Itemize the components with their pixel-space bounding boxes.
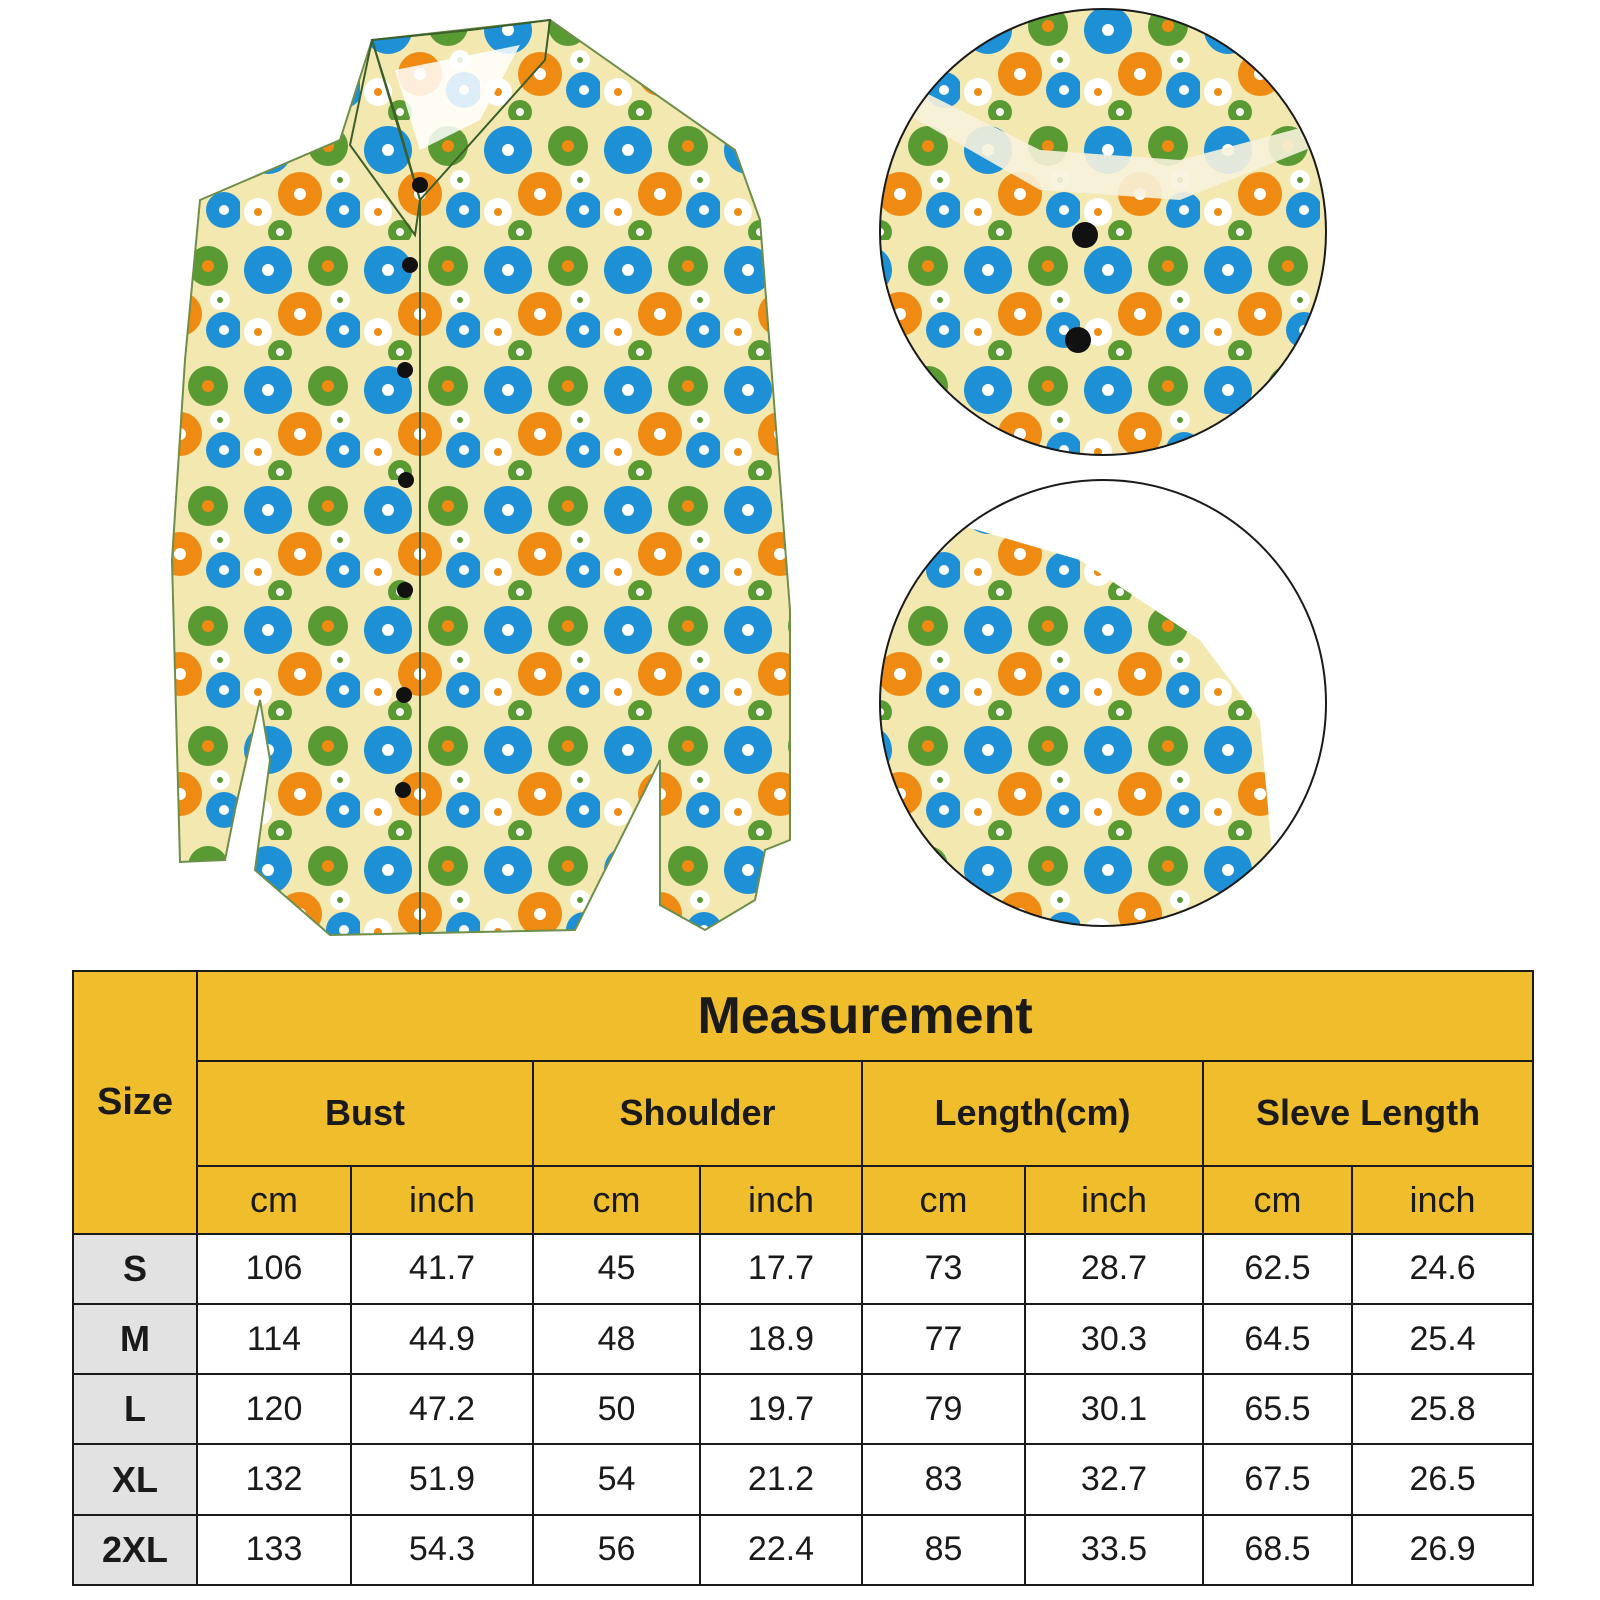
size-cell: M <box>73 1304 197 1374</box>
unit-header: inch <box>351 1166 533 1234</box>
measurement-cell: 25.4 <box>1352 1304 1533 1374</box>
unit-header: inch <box>1025 1166 1203 1234</box>
measurement-cell: 19.7 <box>700 1374 862 1444</box>
measurement-cell: 17.7 <box>700 1234 862 1304</box>
group-header-bust: Bust <box>197 1061 533 1165</box>
measurement-cell: 54 <box>533 1444 700 1514</box>
collar-detail-image <box>878 8 1330 458</box>
measurement-cell: 28.7 <box>1025 1234 1203 1304</box>
size-cell: S <box>73 1234 197 1304</box>
measurement-cell: 32.7 <box>1025 1444 1203 1514</box>
size-column-header: Size <box>73 971 197 1234</box>
measurement-cell: 114 <box>197 1304 351 1374</box>
size-cell: 2XL <box>73 1515 197 1585</box>
measurement-cell: 83 <box>862 1444 1025 1514</box>
measurement-cell: 33.5 <box>1025 1515 1203 1585</box>
measurement-cell: 54.3 <box>351 1515 533 1585</box>
measurement-cell: 64.5 <box>1203 1304 1352 1374</box>
measurement-cell: 62.5 <box>1203 1234 1352 1304</box>
group-header-shoulder: Shoulder <box>533 1061 862 1165</box>
unit-header: cm <box>197 1166 351 1234</box>
measurement-cell: 51.9 <box>351 1444 533 1514</box>
table-row <box>73 1304 1533 1374</box>
size-cell: L <box>73 1374 197 1444</box>
measurement-cell: 85 <box>862 1515 1025 1585</box>
measurement-cell: 77 <box>862 1304 1025 1374</box>
measurement-cell: 79 <box>862 1374 1025 1444</box>
shirt-front-image <box>172 20 790 935</box>
measurement-cell: 56 <box>533 1515 700 1585</box>
measurement-cell: 48 <box>533 1304 700 1374</box>
measurement-cell: 50 <box>533 1374 700 1444</box>
measurement-cell: 44.9 <box>351 1304 533 1374</box>
shoulder-detail-image <box>878 480 1328 940</box>
unit-header: cm <box>533 1166 700 1234</box>
measurement-cell: 68.5 <box>1203 1515 1352 1585</box>
measurement-cell: 120 <box>197 1374 351 1444</box>
measurement-cell: 65.5 <box>1203 1374 1352 1444</box>
measurement-cell: 21.2 <box>700 1444 862 1514</box>
measurement-cell: 24.6 <box>1352 1234 1533 1304</box>
unit-header: inch <box>700 1166 862 1234</box>
measurement-cell: 30.1 <box>1025 1374 1203 1444</box>
measurement-cell: 106 <box>197 1234 351 1304</box>
measurement-cell: 133 <box>197 1515 351 1585</box>
measurement-cell: 45 <box>533 1234 700 1304</box>
unit-header: inch <box>1352 1166 1533 1234</box>
measurement-cell: 67.5 <box>1203 1444 1352 1514</box>
table-title: Measurement <box>197 971 1533 1061</box>
size-chart-table <box>72 970 1534 1586</box>
measurement-cell: 22.4 <box>700 1515 862 1585</box>
measurement-cell: 30.3 <box>1025 1304 1203 1374</box>
size-cell: XL <box>73 1444 197 1514</box>
measurement-cell: 26.9 <box>1352 1515 1533 1585</box>
group-header-length: Length(cm) <box>862 1061 1203 1165</box>
unit-header: cm <box>1203 1166 1352 1234</box>
measurement-cell: 18.9 <box>700 1304 862 1374</box>
group-header-sleeve-length: Sleve Length <box>1203 1061 1533 1165</box>
measurement-cell: 132 <box>197 1444 351 1514</box>
table-row <box>73 1515 1533 1585</box>
measurement-cell: 25.8 <box>1352 1374 1533 1444</box>
unit-header: cm <box>862 1166 1025 1234</box>
measurement-cell: 73 <box>862 1234 1025 1304</box>
measurement-cell: 26.5 <box>1352 1444 1533 1514</box>
table-row <box>73 1234 1533 1304</box>
table-row <box>73 1444 1533 1514</box>
measurement-cell: 41.7 <box>351 1234 533 1304</box>
table-row <box>73 1374 1533 1444</box>
measurement-cell: 47.2 <box>351 1374 533 1444</box>
